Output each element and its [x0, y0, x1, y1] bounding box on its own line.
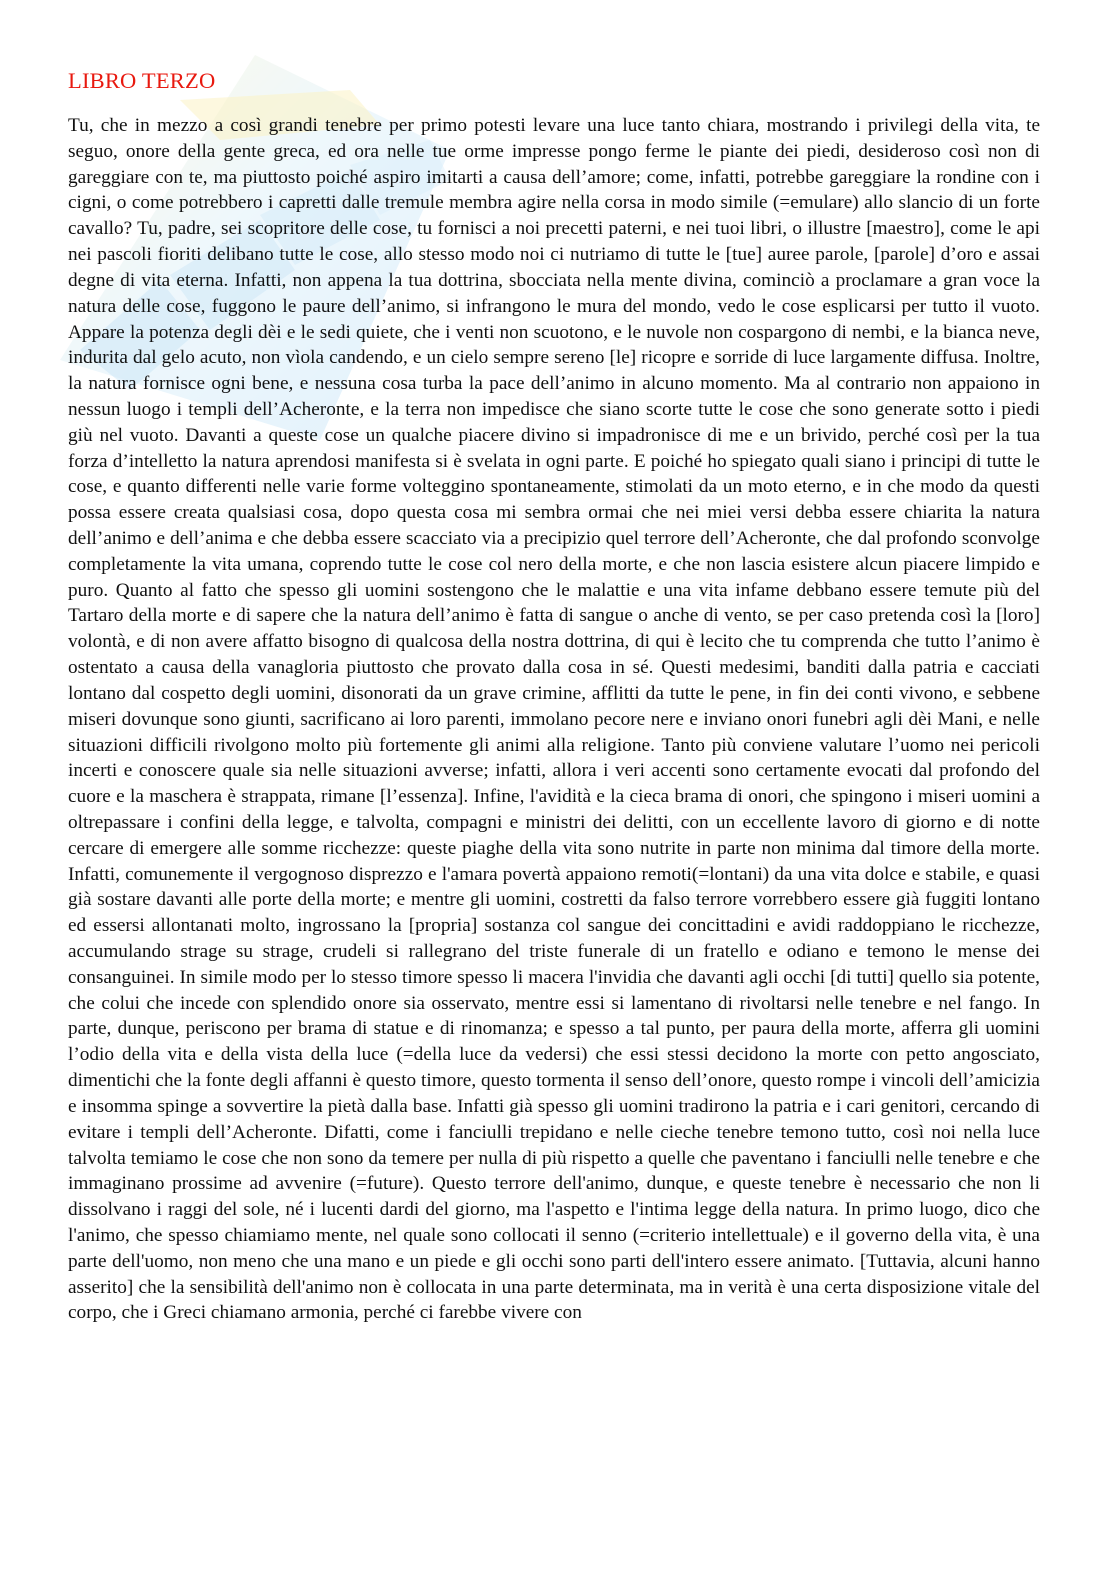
page-title: LIBRO TERZO: [68, 68, 216, 93]
body-paragraph: Tu, che in mezzo a così grandi tenebre per primo potesti levare una luce tanto chiara, mostrando i privilegi della vita, te seguo, onore della gente greca, ed ora nelle tue orme impresse pongo ferme le piante dei piedi, desideroso così non di gareggiare con te, ma piuttosto poiché aspiro imitarti a causa dell’amore; come, infatti, potrebbe gareggiare la rondine con i cigni, o come potrebbero i capretti dalle tremule membra agire nella corsa in modo simile (=emulare) allo slancio di un forte cavallo? Tu, padre, sei scopritore delle cose, tu fornisci a noi precetti paterni, e nei tuoi libri, o illustre [maestro], come le api nei pascoli fioriti delibano tutte le cose, allo stesso modo noi ci nutriamo di tutte le [tue] auree parole, [parole] d’oro e assai degne di vita eterna. Infatti, non appena la tua dottrina, sbocciata nella mente divina, cominciò a proclamare a gran voce la natura delle cose, fuggono le paure dell’animo, si infrangono le mura del mondo, vedo le cose esplicarsi per tutto il vuoto. Appare la potenza degli dèi e le sedi quiete, che i venti non scuotono, e le nuvole non cospargono di nembi, e la bianca neve, indurita dal gelo acuto, non vìola candendo, e un cielo sempre sereno [le] ricopre e sorride di luce largamente diffusa. Inoltre, la natura fornisce ogni bene, e nessuna cosa turba la pace dell’animo in alcuno momento. Ma al contrario non appaiono in nessun luogo i templi dell’Acheronte, e la terra non impedisce che siano scorte tutte le cose che sono generate sotto i piedi giù nel vuoto. Davanti a queste cose un qualche piacere divino si impadronisce di me e un brivido, perché così per la tua forza d’intelletto la natura aprendosi manifesta si è svelata in ogni parte. E poiché ho spiegato quali siano i principi di tutte le cose, e quanto differenti nelle varie forme volteggino spontaneamente, stimolati da un moto eterno, e in che modo da questi possa essere creata qualsiasi cosa, dopo questa cosa mi sembra ormai che nei miei versi debba essere chiarita la natura dell’animo e dell’anima e che debba essere scacciato via a precipizio quel terrore dell’Acheronte, che dal profondo sconvolge completamente la vita umana, coprendo tutte le cose col nero della morte, e che non lascia esistere alcun piacere limpido e puro. Quanto al fatto che spesso gli uomini sostengono che le malattie e una vita infame debbano essere temute più del Tartaro della morte e di sapere che la natura dell’animo è fatta di sangue o anche di vento, se per caso pretenda così la [loro] volontà, e di non avere affatto bisogno di qualcosa della nostra dottrina, di qui è lecito che tu comprenda che tutto l’animo è ostentato a causa della vanagloria piuttosto che provato dalla cosa in sé. Questi medesimi, banditi dalla patria e cacciati lontano dal cospetto degli uomini, disonorati da un grave crimine, afflitti da tutte le pene, in fin dei conti vivono, e sebbene miseri dovunque sono giunti, sacrificano ai loro parenti, immolano pecore nere e inviano onori funebri agli dèi Mani, e nelle situazioni difficili rivolgono molto più fortemente gli animi alla religione. Tanto più conviene valutare l’uomo nei pericoli incerti e conoscere quale sia nelle situazioni avverse; infatti, allora i veri accenti sono certamente evocati dal profondo del cuore e la maschera è strappata, rimane [l’essenza]. Infine, l'avidità e la cieca brama di onori, che spingono i miseri uomini a oltrepassare i confini della legge, e talvolta, compagni e ministri dei delitti, con un eccellente lavoro di giorno e di notte cercare di emergere alle somme ricchezze: queste piaghe della vita sono nutrite in parte non minima dal timore della morte. Infatti, comunemente il vergognoso disprezzo e l'amara povertà appaiono remoti(=lontani) da una vita dolce e stabile, e quasi già sostare davanti alle porte della morte; e mentre gli uomini, costretti da falso terrore vorrebbero essere già fuggiti lontano ed essersi allontanati molto, ingrossano la [propria] sostanza col sangue dei concittadini e avidi raddoppiano le ricchezze, accumulando strage su strage, crudeli si rallegrano del triste funerale di un fratello e odiano e temono le mense dei consanguinei. In simile modo per lo stesso timore spesso li macera l'invidia che davanti agli occhi [di tutti] quello sia potente, che colui che incede con splendido onore sia osservato, mentre essi si lamentano di rivoltarsi nelle tenebre e nel fango. In parte, dunque, periscono per brama di statue e di rinomanza; e spesso a tal punto, per paura della morte, afferra gli uomini l’odio della vita e della vista della luce (=della luce da vedersi) che essi stessi decidono la morte con petto angosciato, dimentichi che la fonte degli affanni è questo timore, questo tormenta il senso dell’onore, questo rompe i vincoli dell’amicizia e insomma spinge a sovvertire la pietà dalla base. Infatti già spesso gli uomini tradirono la patria e i cari genitori, cercando di evitare i templi dell’Acheronte. Difatti, come i fanciulli trepidano e nelle cieche tenebre temono tutto, così noi nella luce talvolta temiamo le cose che non sono da temere per nulla di più rispetto a quelle che paventano i fanciulli nelle tenebre e che immaginano prossime ad avvenire (=future). Questo terrore dell'animo, dunque, e queste tenebre è necessario che non li dissolvano i raggi del sole, né i lucenti dardi del giorno, ma l'aspetto e l'intima legge della natura. In primo luogo, dico che l'animo, che spesso chiamiamo mente, nel quale sono collocati il senno (=criterio intellettuale) e il governo della vita, è una parte dell'uomo, non meno che una mano e un piede e gli occhi sono parti dell'intero essere animato. [Tuttavia, alcuni hanno asserito] che la sensibilità dell'animo non è collocata in una parte determinata, ma in verità è una certa disposizione vitale del corpo, che i Greci chiamano armonia, perché ci farebbe vivere con: [68, 115, 1040, 1324]
